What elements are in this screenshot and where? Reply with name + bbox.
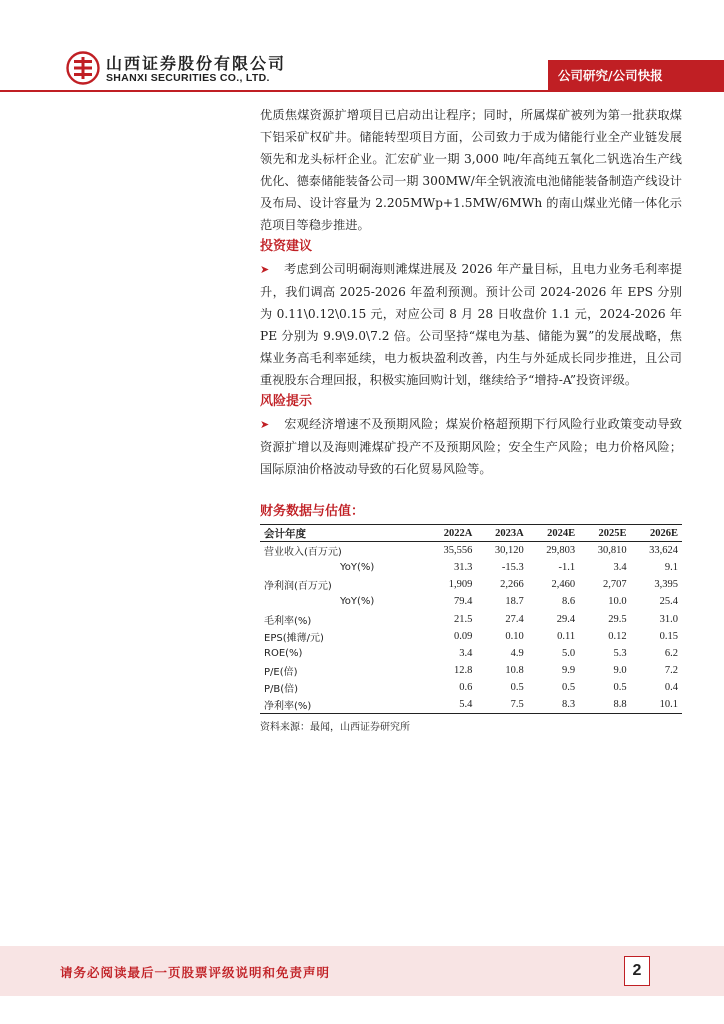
risk-section-title: 风险提示	[260, 394, 313, 409]
table-cell: 5.4	[425, 696, 476, 713]
table-body	[260, 542, 682, 714]
page-header	[0, 0, 724, 92]
table-cell: 2,460	[551, 579, 576, 591]
table-cell: 3.4	[613, 561, 627, 573]
table-cell: 10.1	[631, 696, 682, 713]
company-logo-icon	[66, 51, 100, 85]
financial-table	[260, 524, 682, 714]
table-cell: 8.6	[562, 596, 576, 608]
row-label: 营业收入(百万元)	[264, 547, 342, 559]
table-cell: 2,707	[602, 579, 627, 591]
table-cell: 0.4	[664, 682, 678, 694]
year-header: 2025E	[579, 525, 630, 542]
table-cell: 0.5	[562, 682, 576, 694]
company-name-cn: 山西证券股份有限公司	[106, 54, 287, 73]
table-cell: 0.15	[659, 630, 678, 642]
table-row	[260, 576, 682, 593]
table-cell: 9.0	[613, 665, 627, 677]
table-cell: 10.0	[608, 596, 627, 608]
table-cell: 21.5	[453, 613, 473, 625]
table-cell: 33,624	[649, 545, 678, 557]
table-cell: 27.4	[505, 613, 524, 625]
table-cell: 35,556	[443, 545, 473, 557]
report-body	[260, 104, 682, 480]
header-divider	[0, 90, 724, 92]
section-label: 公司研究/公司快报	[558, 68, 663, 83]
invest-paragraph	[260, 258, 682, 391]
intro-paragraph: 优质焦煤资源扩增项目已启动出让程序；同时，所属煤矿被列为第一批获取煤下铝采矿权矿井。储能转型项目方面，公司致力于成为储能行业全产业链发展领先和龙头标杆企业。汇宏矿业一期 3,000 吨/年高纯五氧化二钒选冶生产线优化、德泰储能装备公司一期 300MW/年全钒液流电池储能装备制造产线设计及布局、设计容量为 2.205MWp+1.5MW/6MWh 的南山煤业光储一体化示范项目等稳步推进。	[260, 108, 682, 232]
table-row	[260, 593, 682, 610]
year-header: 2023A	[476, 525, 527, 542]
table-cell: 1,909	[448, 579, 473, 591]
table-cell: 31.3	[453, 561, 473, 573]
table-header-label: 会计年度	[260, 525, 425, 542]
table-title: 财务数据与估值：	[260, 504, 365, 519]
footer-disclaimer: 请务必阅读最后一页股票评级说明和免责声明	[60, 965, 331, 980]
table-cell: 4.9	[510, 647, 524, 659]
row-label: P/E(倍)	[264, 667, 298, 679]
table-cell: 79.4	[453, 596, 473, 608]
bullet-arrow-icon: ➤	[260, 263, 270, 276]
risk-text: 宏观经济增速不及预期风险；煤炭价格超预期下行风险行业政策变动导致资源扩增以及海则滩煤矿投产不及预期风险；安全生产风险；电力价格风险；国际原油价格波动导致的石化贸易风险等。	[260, 417, 682, 476]
row-label: 毛利率(%)	[264, 615, 312, 627]
table-cell: 30,810	[597, 545, 627, 557]
table-row	[260, 662, 682, 679]
table-cell: 29,803	[546, 545, 576, 557]
year-header: 2022A	[425, 525, 476, 542]
data-source: 资料来源：最闻，山西证券研究所	[260, 722, 410, 733]
year-header: 2026E	[631, 525, 682, 542]
row-label: YoY(%)	[340, 596, 375, 608]
table-cell: 25.4	[659, 596, 678, 608]
table-cell: 29.5	[608, 613, 627, 625]
row-label: 净利润(百万元)	[264, 581, 332, 593]
risk-paragraph	[260, 413, 682, 480]
table-cell: 6.2	[664, 647, 678, 659]
row-label: EPS(摊薄/元)	[264, 632, 324, 644]
table-cell: 9.9	[562, 665, 576, 677]
table-cell: 0.12	[608, 630, 627, 642]
table-cell: -1.1	[558, 561, 576, 573]
table-cell: 31.0	[659, 613, 678, 625]
table-header-row	[260, 525, 682, 542]
table-row	[260, 679, 682, 696]
table-cell: 5.0	[562, 647, 576, 659]
table-cell: 30,120	[494, 545, 524, 557]
table-cell: 2,266	[500, 579, 524, 591]
row-label: ROE(%)	[264, 647, 303, 659]
table-cell: 18.7	[505, 596, 524, 608]
row-label: YoY(%)	[340, 561, 375, 573]
table-cell: 8.3	[528, 696, 579, 713]
table-cell: 0.10	[505, 630, 524, 642]
row-label: P/B(倍)	[264, 684, 299, 696]
table-cell: 7.2	[664, 665, 678, 677]
bullet-arrow-icon: ➤	[260, 418, 270, 431]
table-cell: 7.5	[476, 696, 527, 713]
table-cell: 0.11	[557, 630, 576, 642]
table-cell: 10.8	[505, 665, 524, 677]
table-cell: 3.4	[459, 647, 473, 659]
year-header: 2024E	[528, 525, 579, 542]
company-name-en: SHANXI SECURITIES CO., LTD.	[106, 72, 270, 84]
page-number: 2	[624, 956, 650, 986]
table-row	[260, 645, 682, 662]
table-cell: 3,395	[654, 579, 678, 591]
table-cell: 29.4	[556, 613, 576, 625]
table-cell: 12.8	[453, 665, 473, 677]
table-row	[260, 628, 682, 645]
table-row	[260, 542, 682, 559]
table-cell: 0.6	[459, 682, 473, 694]
invest-text: 考虑到公司明硐海则滩煤进展及 2026 年产量目标，且电力业务毛利率提升，我们调高 2025-2026 年盈利预测。预计公司 2024-2026 年 EPS 分别为 0.11\0.12\0.15 元，对应公司 8 月 28 日收盘价 1.1 元，2024-2026 年 PE 分别为 9.9\9.0\7.2 倍。公司坚持“煤电为基、储能为翼”的发展战略，焦煤业务高毛利率延续，电力板块盈利改善，内生与外延成长同步推进，且公司重视股东合理回报，积极实施回购计划，继续给予“增持-A”投资评级。	[260, 262, 682, 387]
table-cell: 0.09	[453, 630, 473, 642]
table-cell: 8.8	[579, 696, 630, 713]
table-cell: 0.5	[613, 682, 627, 694]
table-cell: 9.1	[664, 561, 678, 573]
table-cell: 5.3	[613, 647, 627, 659]
table-row	[260, 610, 682, 627]
table-row	[260, 559, 682, 576]
row-label: 净利率(%)	[260, 696, 425, 713]
table-cell: -15.3	[501, 561, 524, 573]
invest-section-title: 投资建议	[260, 239, 313, 254]
table-cell: 0.5	[510, 682, 524, 694]
table-row	[260, 696, 682, 713]
